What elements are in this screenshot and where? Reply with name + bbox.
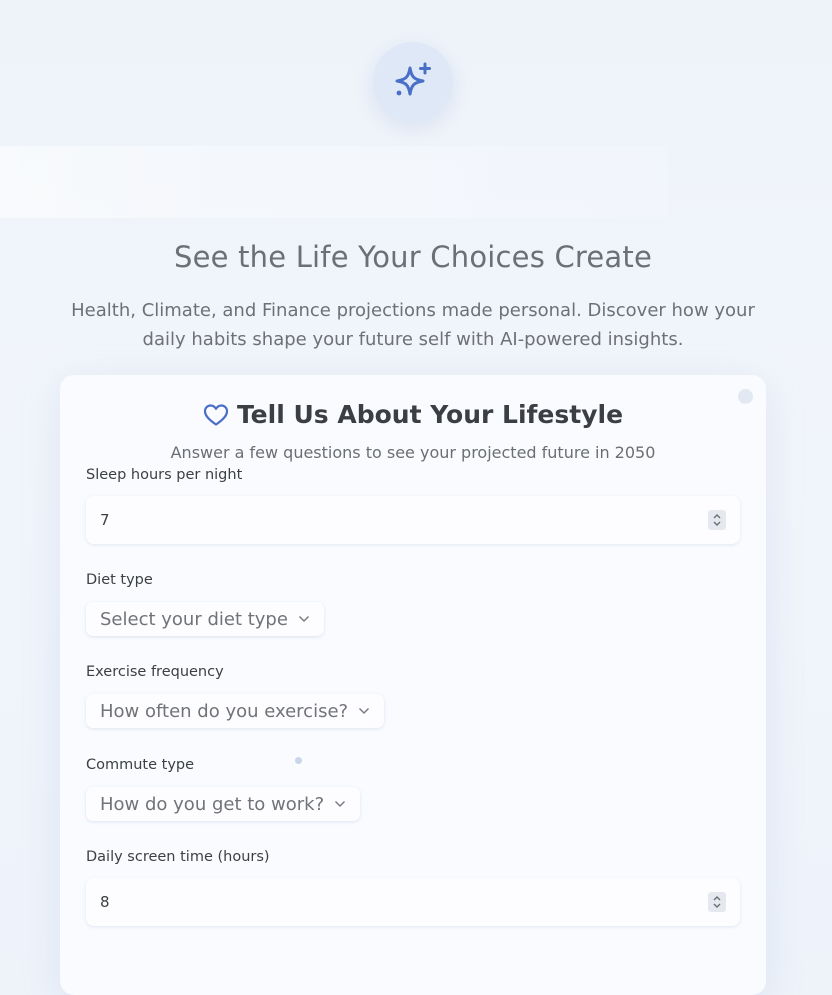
page-title: See the Life Your Choices Create <box>173 240 653 274</box>
commute-label: Commute type <box>86 757 195 773</box>
hero-banner-strip <box>0 146 668 218</box>
chevron-down-icon <box>358 707 370 715</box>
form-subtitle: Answer a few questions to see your projected future in 2050 <box>170 443 656 462</box>
diet-select-placeholder: Select your diet type <box>100 608 288 630</box>
sleep-hours-input[interactable] <box>86 496 740 544</box>
heart-icon <box>203 403 229 427</box>
screen-time-value: 8 <box>100 893 110 911</box>
sleep-hours-value: 7 <box>100 511 110 529</box>
screen-time-label: Daily screen time (hours) <box>86 849 270 865</box>
form-title-row <box>0 400 826 429</box>
spinner-icon[interactable] <box>708 892 726 912</box>
sleep-label: Sleep hours per night <box>86 467 243 483</box>
sparkles-icon <box>389 58 437 106</box>
spinner-icon[interactable] <box>708 510 726 530</box>
chevron-down-icon <box>334 800 346 808</box>
hero-sparkles-badge <box>373 42 453 122</box>
exercise-select-placeholder: How often do you exercise? <box>100 700 349 722</box>
commute-select[interactable] <box>86 787 360 821</box>
diet-label: Diet type <box>86 572 153 588</box>
diet-select[interactable] <box>86 602 324 636</box>
form-title: Tell Us About Your Lifestyle <box>236 400 624 429</box>
page-subtitle: Health, Climate, and Finance projections made personal. Discover how your daily habits shape your future self with AI-powered insights. <box>71 300 755 350</box>
exercise-select[interactable] <box>86 694 384 728</box>
chevron-down-icon <box>298 615 310 623</box>
commute-select-placeholder: How do you get to work? <box>100 793 325 815</box>
screen-time-input[interactable] <box>86 878 740 926</box>
exercise-label: Exercise frequency <box>86 664 224 680</box>
decorative-dot <box>295 757 302 764</box>
